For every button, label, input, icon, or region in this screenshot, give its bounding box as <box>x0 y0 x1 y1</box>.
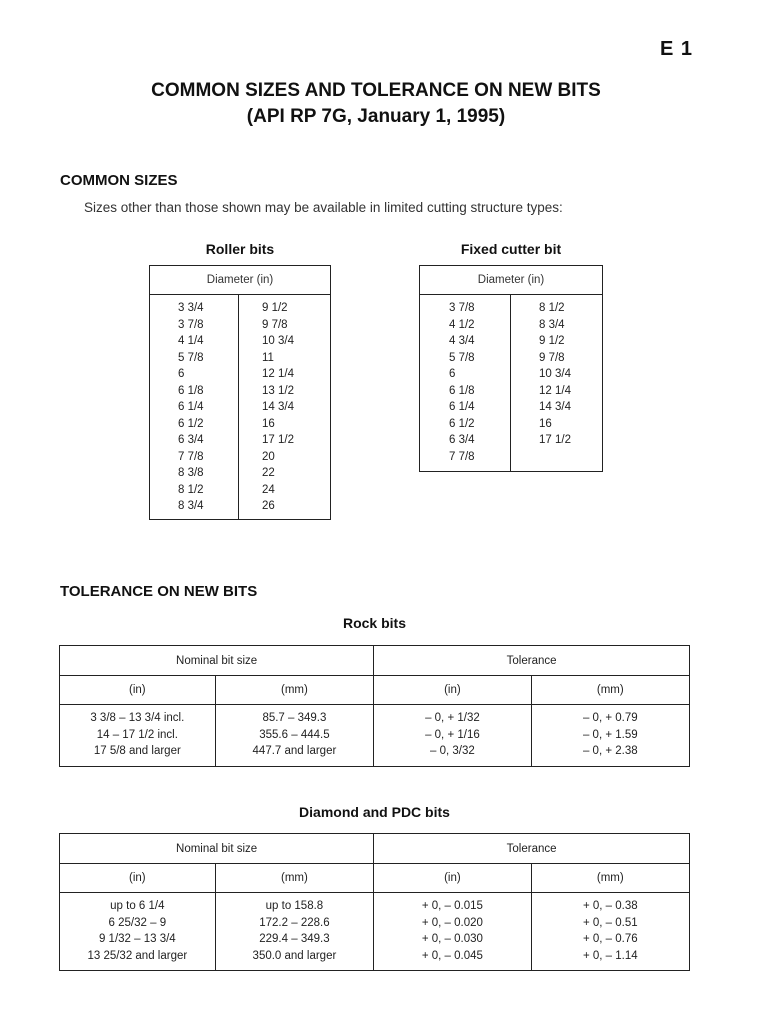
page-subtitle: (API RP 7G, January 1, 1995) <box>246 106 506 127</box>
table-cell: 3 7/8 <box>178 318 204 331</box>
table-cell: 7 7/8 <box>449 450 475 463</box>
table-cell: 4 1/4 <box>178 335 204 347</box>
table-cell: 14 3/4 <box>262 401 294 413</box>
roller-col-2 <box>262 295 322 519</box>
diamond-group-header-tolerance: Tolerance <box>374 834 690 864</box>
roller-col-1 <box>178 295 238 519</box>
rock-col-tol-mm <box>531 705 689 767</box>
table-cell: 350.0 and larger <box>252 949 337 962</box>
fixed-col-1 <box>449 295 509 471</box>
diamond-col-tol-in <box>374 893 531 971</box>
fixed-column-divider <box>510 295 511 471</box>
table-cell: 8 3/4 <box>178 500 204 512</box>
table-cell: + 0, – 0.045 <box>421 949 483 962</box>
table-cell: 9 1/2 <box>262 302 288 314</box>
table-cell: 16 <box>262 417 275 430</box>
table-cell: – 0, + 1/16 <box>425 728 480 741</box>
common-sizes-note: Sizes other than those shown may be available in limited cutting structure types: <box>84 200 563 215</box>
diamond-pdc-caption: Diamond and PDC bits <box>299 804 450 820</box>
rock-col-size-in <box>60 705 216 767</box>
table-cell: 6 25/32 – 9 <box>108 916 167 929</box>
rock-col-tol-in <box>374 705 531 767</box>
table-cell: 6 1/8 <box>449 384 475 397</box>
rock-group-header-tolerance: Tolerance <box>374 646 690 676</box>
table-cell: 11 <box>262 351 274 364</box>
table-cell: 17 1/2 <box>539 434 571 446</box>
table-cell: 13 25/32 and larger <box>87 949 188 962</box>
tolerance-heading: TOLERANCE ON NEW BITS <box>60 583 258 600</box>
table-cell: 10 3/4 <box>539 368 571 380</box>
table-cell: 355.6 – 444.5 <box>259 728 330 741</box>
table-cell: 9 1/2 <box>539 335 565 347</box>
fixed-col-2 <box>539 295 599 471</box>
table-cell: 85.7 – 349.3 <box>262 712 327 724</box>
rock-unit-header: (mm) <box>531 676 689 705</box>
rock-bits-caption: Rock bits <box>342 615 406 631</box>
table-cell: 24 <box>262 483 275 496</box>
table-cell: + 0, – 0.020 <box>421 916 483 929</box>
table-cell: – 0, 3/32 <box>430 745 475 757</box>
table-cell: 6 1/8 <box>178 384 204 397</box>
table-cell: + 0, – 0.030 <box>421 933 483 945</box>
table-cell: 6 1/2 <box>449 417 475 430</box>
table-cell: 14 – 17 1/2 incl. <box>96 728 178 741</box>
table-cell: – 0, + 1/32 <box>425 712 480 724</box>
table-cell: 6 <box>449 368 456 380</box>
table-cell: 9 7/8 <box>262 318 288 331</box>
diamond-col-size-in <box>60 893 216 971</box>
table-cell: 9 7/8 <box>539 351 565 364</box>
table-cell: 3 7/8 <box>449 302 475 314</box>
table-cell: – 0, + 0.79 <box>582 712 638 724</box>
table-cell: 229.4 – 349.3 <box>259 933 330 945</box>
roller-bits-caption: Roller bits <box>205 241 275 257</box>
table-cell: 8 3/8 <box>178 467 204 479</box>
table-cell: – 0, + 2.38 <box>582 745 638 757</box>
table-cell: 22 <box>262 467 275 479</box>
common-sizes-heading: COMMON SIZES <box>60 172 178 189</box>
table-cell: 12 1/4 <box>539 384 571 397</box>
diamond-col-tol-mm <box>531 893 689 971</box>
table-cell: 3 3/4 <box>178 302 204 314</box>
rock-unit-header: (in) <box>60 676 216 705</box>
table-cell: 8 1/2 <box>178 483 204 496</box>
table-cell: 4 1/2 <box>449 318 475 331</box>
table-cell: 6 <box>178 368 185 380</box>
fixed-cutter-caption: Fixed cutter bit <box>460 241 562 257</box>
roller-column-divider <box>238 295 239 519</box>
table-cell: – 0, + 1.59 <box>582 728 638 741</box>
table-cell: + 0, – 0.76 <box>582 933 638 945</box>
roller-bits-table <box>149 265 331 520</box>
page-title: COMMON SIZES AND TOLERANCE ON NEW BITS <box>151 80 601 101</box>
table-cell: 6 1/4 <box>178 401 204 413</box>
table-cell: 26 <box>262 500 275 512</box>
table-cell: 8 1/2 <box>539 302 565 314</box>
fixed-cutter-table <box>419 265 603 472</box>
table-cell: + 0, – 1.14 <box>582 949 638 962</box>
table-cell: 447.7 and larger <box>252 745 337 757</box>
fixed-cutter-header: Diameter (in) <box>420 266 602 295</box>
table-cell: 5 7/8 <box>178 351 204 364</box>
rock-unit-header: (in) <box>374 676 531 705</box>
diamond-unit-header: (in) <box>60 864 216 893</box>
table-cell: 6 1/2 <box>178 417 204 430</box>
table-cell: 6 3/4 <box>449 434 475 446</box>
table-cell: + 0, – 0.38 <box>582 900 638 912</box>
table-cell: + 0, – 0.51 <box>582 916 638 929</box>
diamond-group-header-nominal: Nominal bit size <box>60 834 374 864</box>
table-cell: 10 3/4 <box>262 335 294 347</box>
table-cell: 6 1/4 <box>449 401 475 413</box>
table-cell: 17 5/8 and larger <box>93 745 181 757</box>
diamond-col-size-mm <box>215 893 374 971</box>
table-cell: 7 7/8 <box>178 450 204 463</box>
table-cell: 8 3/4 <box>539 318 565 331</box>
table-cell: + 0, – 0.015 <box>421 900 483 912</box>
rock-col-size-mm <box>215 705 374 767</box>
table-cell: 13 1/2 <box>262 384 294 397</box>
table-cell: 17 1/2 <box>262 434 294 446</box>
table-cell: 14 3/4 <box>539 401 571 413</box>
table-cell: 3 3/8 – 13 3/4 incl. <box>90 712 185 724</box>
table-cell: 172.2 – 228.6 <box>259 916 330 929</box>
table-cell: up to 158.8 <box>265 900 324 912</box>
rock-unit-header: (mm) <box>215 676 374 705</box>
table-cell: 4 3/4 <box>449 335 475 347</box>
table-cell: 9 1/32 – 13 3/4 <box>98 933 176 945</box>
table-cell: 6 3/4 <box>178 434 204 446</box>
table-cell: 20 <box>262 450 275 463</box>
rock-bits-table <box>59 645 690 767</box>
page-number: E 1 <box>660 38 694 60</box>
table-cell: 12 1/4 <box>262 368 294 380</box>
diamond-unit-header: (in) <box>374 864 531 893</box>
table-cell: 16 <box>539 417 552 430</box>
diamond-unit-header: (mm) <box>531 864 689 893</box>
table-cell: 5 7/8 <box>449 351 475 364</box>
roller-bits-header: Diameter (in) <box>150 266 330 295</box>
rock-group-header-nominal: Nominal bit size <box>60 646 374 676</box>
diamond-unit-header: (mm) <box>215 864 374 893</box>
table-cell: up to 6 1/4 <box>110 900 165 912</box>
diamond-pdc-table <box>59 833 690 971</box>
